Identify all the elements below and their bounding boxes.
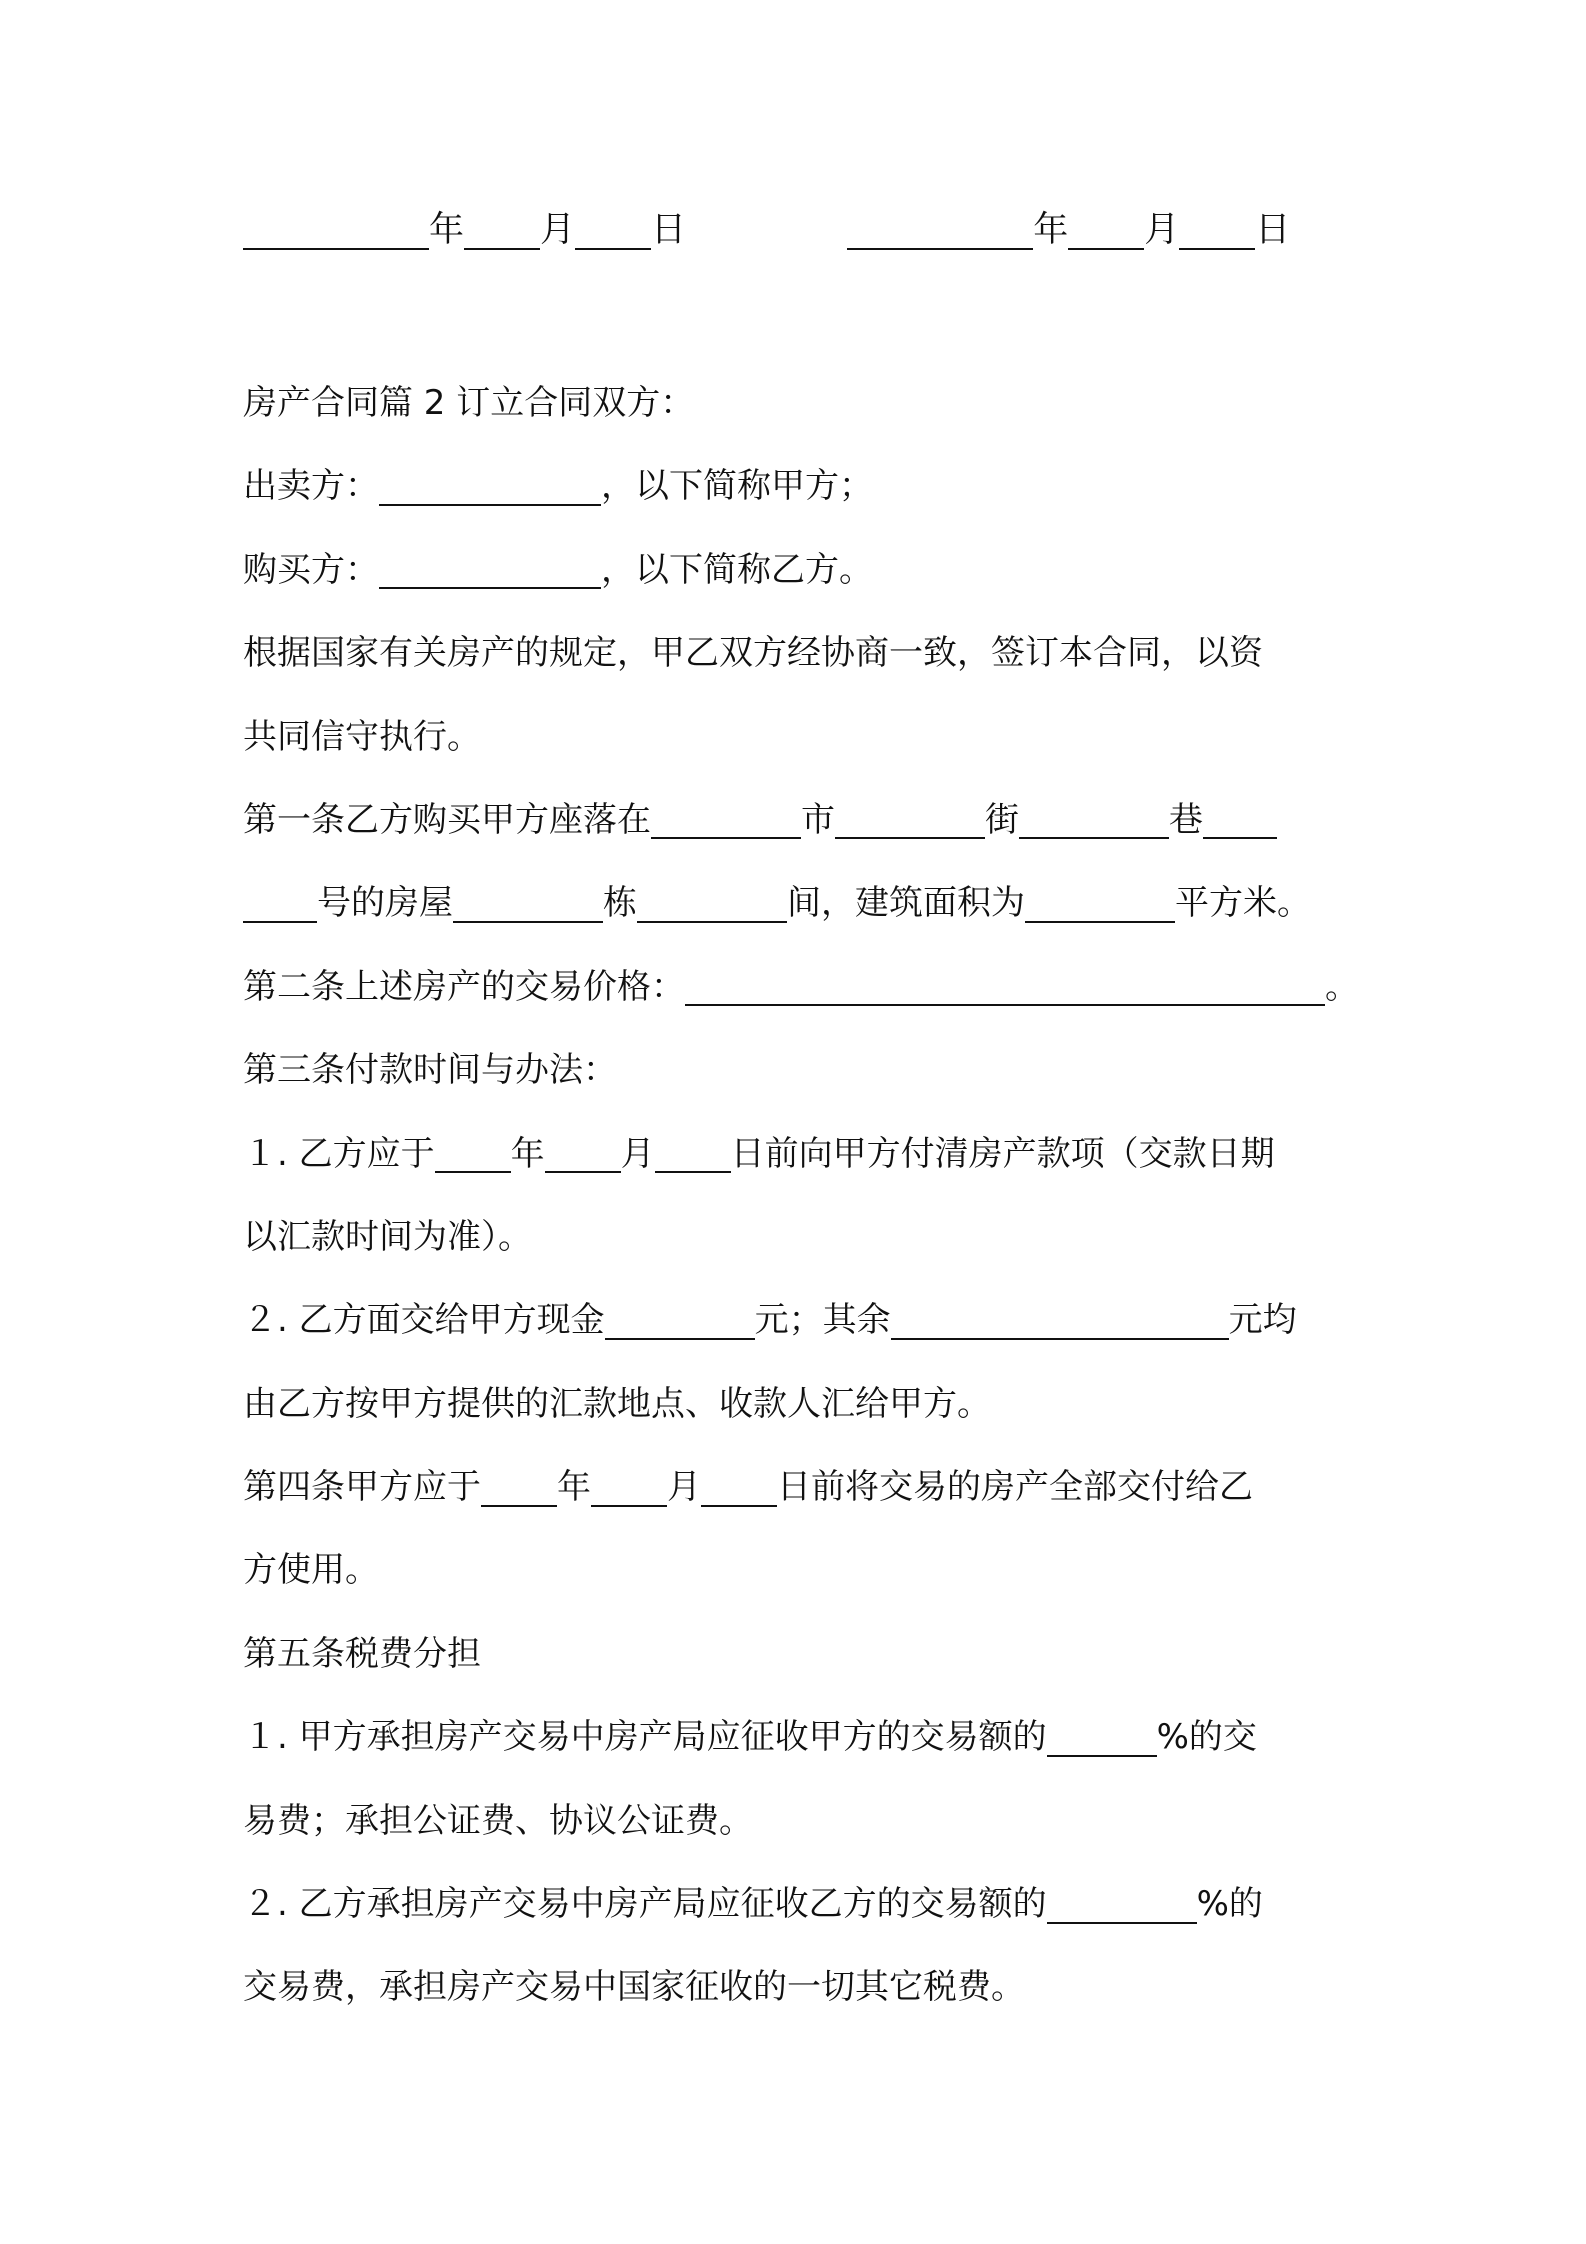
party-b-date [847,205,1290,255]
year-blank [847,211,1033,250]
month-label: 月 [1144,210,1180,250]
article-4-suffix: 日前将交易的房产全部交付给乙 [777,1467,1253,1508]
percent-blank [1047,1886,1197,1924]
remainder-blank [891,1302,1229,1340]
intro-line-2: 共同信守执行。 [243,716,481,757]
item-1-prefix: １. 乙方应于 [243,1133,435,1174]
room-blank [637,885,787,923]
article-3-item-2-line-2: 由乙方按甲方提供的汇款地点、收款人汇给甲方。 [243,1383,991,1424]
article-1-line-1 [243,779,1363,862]
article-5-item-1 [243,1696,1363,1779]
buyer-blank [379,552,601,590]
month-label: 月 [620,1133,655,1174]
article-2 [243,946,1363,1029]
cash-blank [605,1302,755,1340]
article-5-title: 第五条税费分担 [243,1633,481,1674]
year-label: 年 [557,1467,591,1508]
seller-blank [379,468,601,506]
day-blank [701,1469,777,1507]
article-1-prefix: 第一条乙方购买甲方座落在 [243,799,651,840]
year-blank [243,211,429,250]
house-number-label: 号的房屋 [317,883,453,924]
item-2-suffix: 元均 [1228,1300,1297,1341]
building-blank [453,885,603,923]
day-blank [575,211,651,250]
article-4-line-2: 方使用。 [243,1550,379,1591]
article-1-line-2 [243,862,1363,945]
lane-label: 巷 [1169,799,1203,840]
buyer-line [243,529,1363,612]
seller-suffix: ，以下简称甲方； [601,466,873,507]
number-blank-end [243,885,317,923]
day-blank [1179,211,1255,250]
signature-date-row [243,205,1290,255]
day-label: 日 [651,210,687,250]
price-blank [685,969,1325,1007]
article-5-item-2 [243,1863,1363,1946]
year-label: 年 [1033,210,1069,250]
number-blank-start [1203,802,1277,840]
street-label: 街 [985,799,1019,840]
year-label: 年 [429,210,465,250]
day-blank [655,1135,731,1173]
item-2-suffix: %的 [1196,1884,1263,1925]
city-label: 市 [801,799,835,840]
year-label: 年 [510,1133,545,1174]
item-2-mid: 元；其余 [754,1300,891,1341]
article-4-prefix: 第四条甲方应于 [243,1467,481,1508]
item-1-prefix: １. 甲方承担房产交易中房产局应征收甲方的交易额的 [243,1717,1047,1758]
month-blank [545,1135,621,1173]
article-3-item-1-line-2: 以汇款时间为准）。 [243,1216,532,1257]
article-3-title: 第三条付款时间与办法： [243,1050,617,1091]
year-blank [435,1135,511,1173]
item-2-prefix: ２. 乙方面交给甲方现金 [243,1300,605,1341]
lane-blank [1019,802,1169,840]
buyer-suffix: ，以下简称乙方。 [601,549,873,590]
contract-body [243,362,1363,2030]
article-3-item-1 [243,1113,1363,1196]
buyer-label: 购买方： [243,549,379,590]
month-blank [1068,211,1144,250]
month-label: 月 [667,1467,701,1508]
day-label: 日 [1255,210,1291,250]
month-label: 月 [540,210,576,250]
item-2-prefix: ２. 乙方承担房产交易中房产局应征收乙方的交易额的 [243,1884,1047,1925]
intro-line-1: 根据国家有关房产的规定，甲乙双方经协商一致，签订本合同，以资 [243,633,1263,674]
item-1-suffix: %的交 [1156,1717,1257,1758]
contract-title: 房产合同篇 2 订立合同双方： [243,383,695,423]
article-2-prefix: 第二条上述房产的交易价格： [243,966,685,1007]
article-3-item-2 [243,1279,1363,1362]
seller-label: 出卖方： [243,466,379,507]
city-blank [651,802,801,840]
article-5-item-1-line-2: 易费；承担公证费、协议公证费。 [243,1800,753,1841]
item-1-mid: 日前向甲方付清房产款项（交款日期 [730,1133,1275,1174]
article-5-item-2-line-2: 交易费，承担房产交易中国家征收的一切其它税费。 [243,1967,1025,2008]
seller-line [243,445,1363,528]
party-a-date [243,205,686,255]
building-label: 栋 [603,883,637,924]
area-label: 平方米。 [1175,883,1311,924]
street-blank [835,802,985,840]
article-2-suffix: 。 [1325,966,1359,1007]
percent-blank [1047,1719,1157,1757]
year-blank [481,1469,557,1507]
room-label: 间，建筑面积为 [787,883,1025,924]
article-4 [243,1446,1363,1529]
month-blank [464,211,540,250]
month-blank [591,1469,667,1507]
area-blank [1025,885,1175,923]
